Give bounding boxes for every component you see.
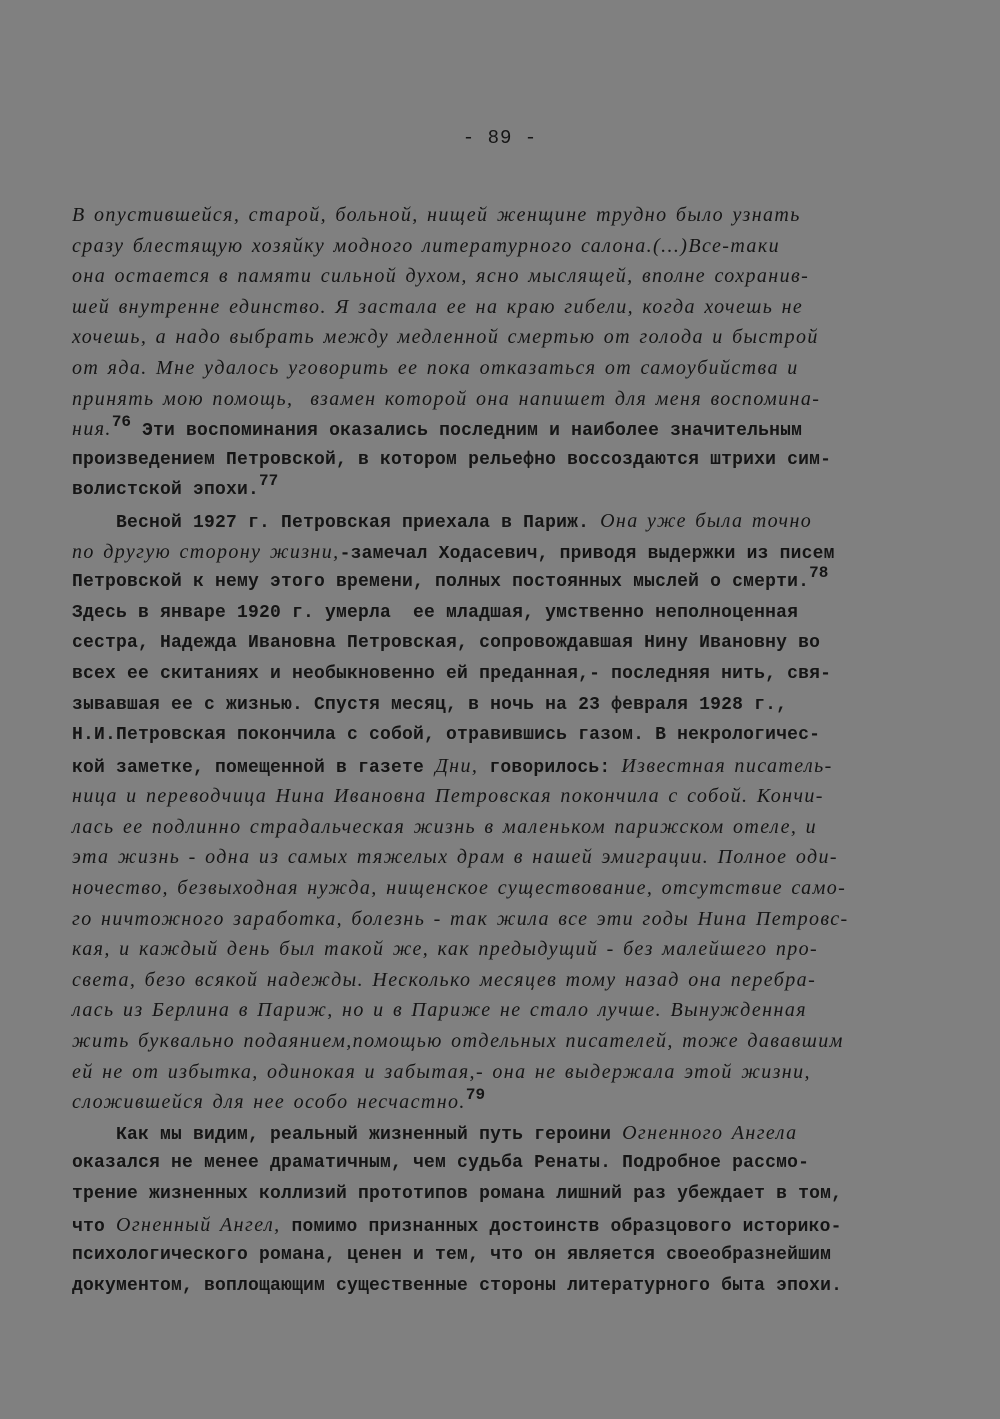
text-line: Здесь в январе 1920 г. умерла ее младшая, умственно неполноценная [72, 602, 799, 623]
text-line: принять мою помощь, взамен которой она напишет для меня воспомина- [72, 387, 821, 410]
text-line [72, 1118, 932, 1149]
text-line: шей внутренне единство. Я застала ее на краю гибели, когда хочешь не [72, 295, 804, 318]
body-text: кой заметке, помещенной в газете [72, 757, 436, 778]
text-line: сразу блестящую хозяйку модного литературного салона.(...)Все-таки [72, 234, 780, 257]
body-text: -замечал Ходасевич, приводя выдержки из писем [339, 543, 835, 564]
text-line: света, безо всякой надежды. Несколько месяцев тому назад она перебра- [72, 968, 817, 991]
text-line: психологического романа, ценен и тем, что он является своеобразнейшим [72, 1245, 832, 1266]
quote-text: Она уже была точно [600, 509, 813, 532]
newspaper-title: Дни, [435, 754, 479, 777]
body-text: волистской эпохи. [72, 480, 260, 501]
text-line: го ничтожного заработка, болезнь - так жила все эти годы Нина Петровс- [72, 907, 849, 930]
body-text: Эти воспоминания оказались последним и наиболее значительным [131, 421, 803, 442]
novel-title: Огненный Ангел, [116, 1213, 281, 1236]
text-line: оказался не менее драматичным, чем судьба Ренаты. Подробное рассмо- [72, 1153, 810, 1174]
text-line: хочешь, а надо выбрать между медленной смертью от голода и быстрой [72, 326, 819, 349]
footnote-ref-79: 79 [465, 1086, 486, 1105]
text-line: ей не от избытка, одинокая и забытая,- она не выдержала этой жизни, [72, 1060, 811, 1083]
text-line [72, 414, 932, 445]
text-line: от яда. Мне удалось уговорить ее пока отказаться от самоубийства и [72, 356, 799, 379]
quote-end: ния. [72, 418, 112, 441]
text-line [72, 506, 932, 537]
text-line: В опустившейся, старой, больной, нищей женщине трудно было узнать [72, 204, 801, 226]
body-text: говорилось: [478, 757, 622, 778]
text-line: документом, воплощающим существенные стороны литературного быта эпохи. [72, 1275, 843, 1296]
body-text: что [72, 1216, 117, 1237]
quote-text: по другую сторону жизни, [72, 540, 340, 563]
text-line: она остается в памяти сильной духом, ясно мыслящей, вполне сохранив- [72, 265, 810, 288]
text-line: сестра, Надежда Ивановна Петровская, сопровождавшая Нину Ивановну во [72, 633, 821, 654]
text-line: лась из Берлина в Париж, но и в Париже не стало лучше. Вынужденная [72, 999, 807, 1022]
text-line [72, 1210, 932, 1241]
text-line: Н.И.Петровская покончила с собой, отравившись газом. В некрологичес- [72, 725, 821, 746]
footnote-ref-77: 77 [259, 472, 279, 491]
text-line: ница и переводчица Нина Ивановна Петровская покончила с собой. Кончи- [72, 785, 824, 808]
text-line [72, 751, 932, 782]
text-line [72, 1087, 932, 1118]
body-text: помимо признанных достоинств образцового историко- [280, 1216, 842, 1237]
text-line: произведением Петровской, в котором рельефно воссоздаются штрихи сим- [72, 449, 832, 470]
text-line: лась ее подлинно страдальческая жизнь в маленьком парижском отеле, и [72, 815, 818, 838]
footnote-ref-78: 78 [809, 564, 829, 583]
novel-title: Огненного Ангела [622, 1121, 798, 1144]
text-line: зывавшая ее с жизнью. Спустя месяц, в ночь на 23 февраля 1928 г., [72, 694, 788, 715]
footnote-ref-76: 76 [111, 413, 132, 432]
text-line: эта жизнь - одна из самых тяжелых драм в нашей эмиграции. Полное оди- [72, 846, 838, 869]
body-text: Как мы видим, реальный жизненный путь героини [72, 1124, 623, 1145]
text-line [72, 537, 932, 568]
text-line: ночество, безвыходная нужда, нищенское существование, отсутствие само- [72, 877, 847, 900]
text-line: кая, и каждый день был такой же, как предыдущий - без малейшего про- [72, 938, 819, 961]
text-line [72, 564, 932, 598]
quote-text: Известная писатель- [621, 754, 833, 777]
page-number: - 89 - [462, 127, 538, 149]
body-text: Весной 1927 г. Петровская приехала в Париж. [72, 512, 601, 533]
text-line: всех ее скитаниях и необыкновенно ей преданная,- последняя нить, свя- [72, 663, 832, 684]
body-text: Петровской к нему этого времени, полных постоянных мыслей о смерти. [72, 572, 810, 593]
quote-end: сложившейся для нее особо несчастно. [72, 1091, 466, 1114]
quotation-block [72, 200, 932, 1301]
text-line: жить буквально подаянием,помощью отдельных писателей, тоже дававшим [72, 1030, 844, 1053]
text-line: трение жизненных коллизий прототипов романа лишний раз убеждает в том, [72, 1184, 843, 1204]
text-line [72, 472, 932, 506]
